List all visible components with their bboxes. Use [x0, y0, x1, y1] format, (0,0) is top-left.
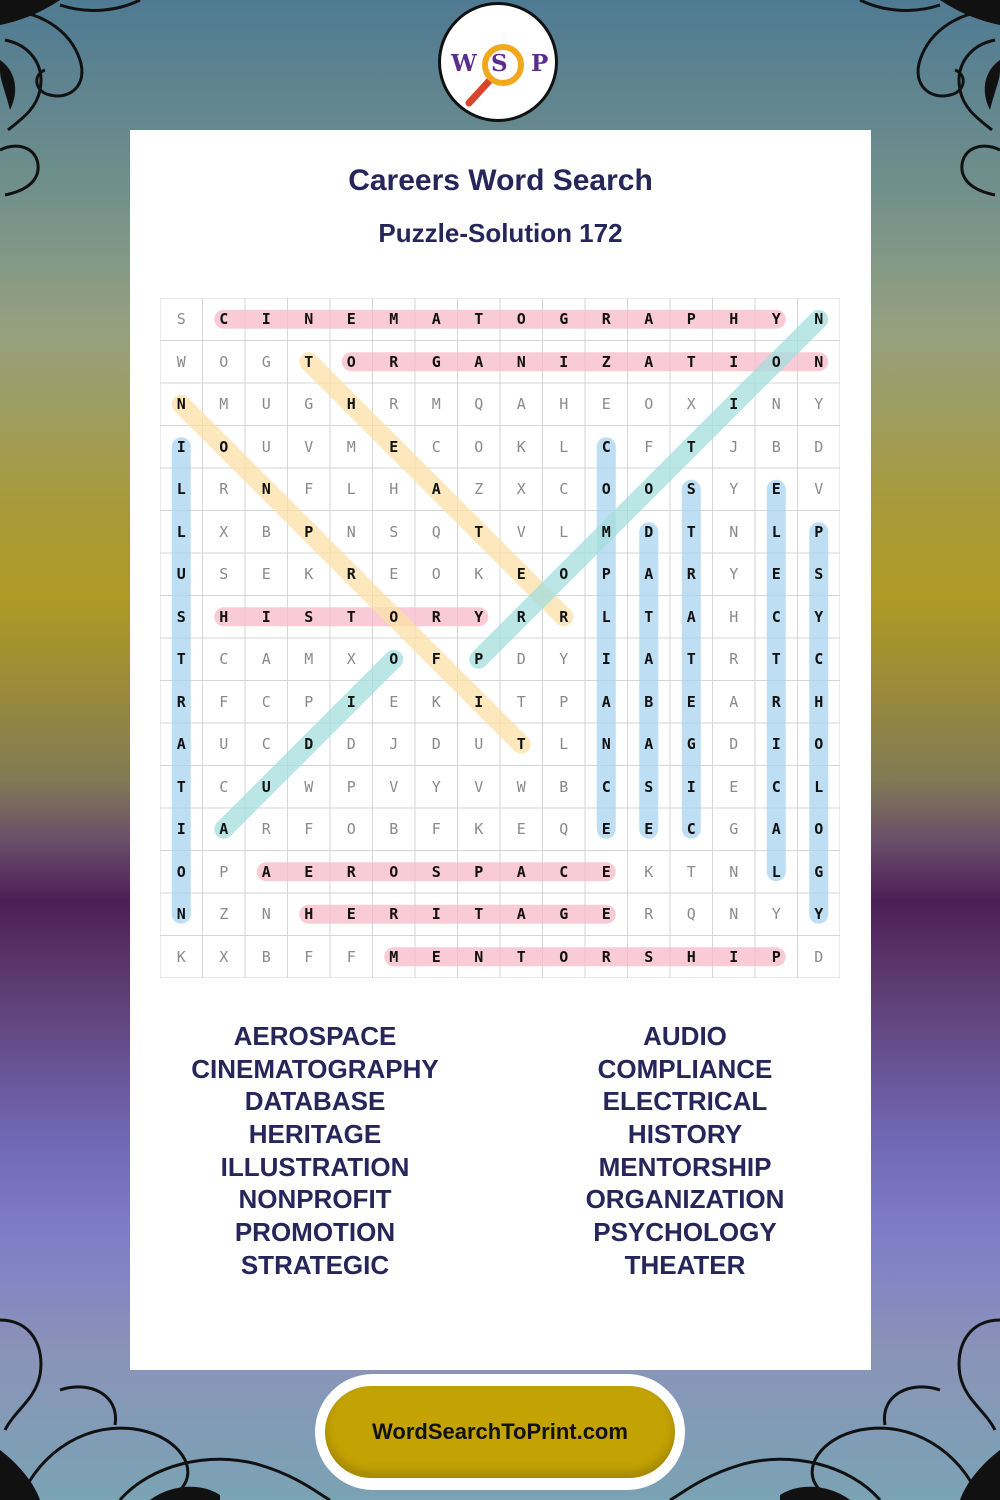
grid-cell[interactable]: H — [304, 905, 314, 924]
page-title: Careers Word Search — [348, 164, 653, 197]
grid-cell[interactable]: Y — [431, 777, 441, 796]
grid-cell[interactable]: O — [219, 352, 229, 371]
grid-cell[interactable]: O — [601, 480, 611, 499]
grid-cell[interactable]: R — [601, 310, 611, 329]
grid-cell[interactable]: Y — [771, 905, 781, 924]
grid-cell[interactable]: R — [219, 480, 229, 499]
grid-cell[interactable]: H — [729, 607, 739, 626]
grid-cell[interactable]: L — [559, 437, 569, 456]
grid-cell[interactable]: S — [176, 607, 186, 626]
page-subtitle: Puzzle-Solution 172 — [378, 218, 623, 248]
grid-cell[interactable]: M — [304, 650, 314, 669]
grid-cell[interactable]: L — [601, 607, 611, 626]
grid-cell[interactable]: W — [176, 352, 186, 371]
grid-cell[interactable]: E — [729, 777, 739, 796]
grid-cell[interactable]: P — [219, 862, 229, 881]
grid-cell[interactable]: E — [516, 565, 526, 584]
grid-cell[interactable]: M — [346, 437, 356, 456]
grid-cell[interactable]: O — [516, 310, 526, 329]
grid-cell[interactable]: S — [219, 565, 229, 584]
grid-cell[interactable]: O — [559, 565, 569, 584]
grid-cell[interactable]: R — [389, 395, 399, 414]
grid-cell[interactable]: H — [389, 480, 399, 499]
grid-cell[interactable]: S — [176, 310, 186, 329]
grid-cell[interactable]: D — [304, 735, 314, 754]
grid-cell[interactable]: P — [304, 522, 314, 541]
grid-cell[interactable]: E — [389, 437, 399, 456]
grid-cell[interactable]: I — [729, 947, 739, 966]
grid-cell[interactable]: X — [219, 947, 229, 966]
grid-cell[interactable]: X — [686, 395, 696, 414]
grid-cell[interactable]: C — [686, 820, 696, 839]
grid-cell[interactable]: K — [176, 947, 186, 966]
grid-cell[interactable]: S — [389, 522, 399, 541]
grid-cell[interactable]: T — [516, 947, 526, 966]
grid-cell[interactable]: L — [771, 862, 781, 881]
grid-cell[interactable]: A — [644, 565, 654, 584]
grid-cell[interactable]: I — [729, 352, 739, 371]
grid-cell[interactable]: I — [686, 777, 696, 796]
grid-cell[interactable]: Y — [814, 905, 824, 924]
grid-cell[interactable]: T — [686, 352, 696, 371]
grid-cell[interactable]: C — [559, 480, 569, 499]
word-list-item: COMPLIANCE — [597, 1053, 773, 1084]
grid-cell[interactable]: C — [601, 437, 611, 456]
logo-letter-s: S — [491, 50, 508, 77]
grid-cell[interactable]: R — [601, 947, 611, 966]
grid-cell[interactable]: C — [219, 650, 229, 669]
grid-cell[interactable]: O — [644, 480, 654, 499]
grid-cell[interactable]: O — [559, 947, 569, 966]
grid-cell[interactable]: Q — [686, 905, 696, 924]
grid-cell[interactable]: A — [644, 735, 654, 754]
grid-cell[interactable]: V — [516, 522, 526, 541]
grid-cell[interactable]: R — [516, 607, 526, 626]
logo-letter-p: P — [531, 50, 549, 77]
grid-cell[interactable]: R — [431, 607, 441, 626]
grid-cell[interactable]: I — [176, 820, 186, 839]
grid-cell[interactable]: B — [261, 947, 271, 966]
grid-cell[interactable]: O — [814, 735, 824, 754]
word-list-item: PROMOTION — [234, 1217, 396, 1248]
grid-cell[interactable]: V — [474, 777, 484, 796]
grid-cell[interactable]: O — [346, 352, 356, 371]
grid-cell[interactable]: A — [431, 480, 441, 499]
grid-cell[interactable]: C — [559, 862, 569, 881]
grid-cell[interactable]: E — [346, 310, 356, 329]
grid-cell[interactable]: F — [644, 437, 654, 456]
grid-cell[interactable]: T — [176, 777, 186, 796]
grid-cell[interactable]: O — [176, 862, 186, 881]
grid-cell[interactable]: O — [389, 862, 399, 881]
grid-cell[interactable]: G — [729, 820, 739, 839]
grid-cell[interactable]: E — [601, 395, 611, 414]
grid-cell[interactable]: M — [219, 395, 229, 414]
grid-cell[interactable]: T — [686, 650, 696, 669]
grid-cell[interactable]: A — [261, 862, 271, 881]
word-list-item: AEROSPACE — [233, 1021, 397, 1051]
grid-cell[interactable]: M — [601, 522, 611, 541]
grid-cell[interactable]: E — [304, 862, 314, 881]
grid-cell[interactable]: R — [346, 862, 356, 881]
grid-cell[interactable]: V — [389, 777, 399, 796]
grid-cell[interactable]: O — [389, 607, 399, 626]
grid-cell[interactable]: N — [516, 352, 526, 371]
word-list-item: ORGANIZATION — [585, 1184, 785, 1215]
grid-cell[interactable]: Y — [474, 607, 484, 626]
grid-cell[interactable]: D — [814, 437, 824, 456]
grid-cell[interactable]: K — [474, 820, 484, 839]
grid-cell[interactable]: O — [389, 650, 399, 669]
grid-cell[interactable]: Y — [771, 310, 781, 329]
word-list-item: AUDIO — [643, 1021, 727, 1051]
grid-cell[interactable]: C — [814, 650, 824, 669]
grid-cell[interactable]: Q — [474, 395, 484, 414]
grid-cell[interactable]: G — [559, 310, 569, 329]
grid-cell[interactable]: R — [176, 692, 186, 711]
grid-cell[interactable]: L — [176, 480, 186, 499]
grid-cell[interactable]: P — [814, 522, 824, 541]
grid-cell[interactable]: T — [771, 650, 781, 669]
grid-cell[interactable]: L — [814, 777, 824, 796]
grid-cell[interactable]: N — [304, 310, 314, 329]
grid-cell[interactable]: N — [814, 310, 824, 329]
grid-cell[interactable]: K — [304, 565, 314, 584]
grid-cell[interactable]: E — [601, 862, 611, 881]
grid-cell[interactable]: X — [219, 522, 229, 541]
grid-cell[interactable]: A — [431, 310, 441, 329]
grid-cell[interactable]: D — [729, 735, 739, 754]
puzzle-card — [130, 130, 871, 1370]
grid-cell[interactable]: O — [644, 395, 654, 414]
grid-cell[interactable]: N — [261, 905, 271, 924]
grid-cell[interactable]: C — [601, 777, 611, 796]
word-list-right — [500, 1020, 870, 1282]
grid-cell[interactable]: Y — [559, 650, 569, 669]
grid-cell[interactable]: X — [516, 480, 526, 499]
grid-cell[interactable]: N — [346, 522, 356, 541]
grid-cell[interactable]: F — [304, 820, 314, 839]
grid-cell[interactable]: T — [644, 607, 654, 626]
grid-cell[interactable]: P — [474, 650, 484, 669]
grid-cell[interactable]: B — [644, 692, 654, 711]
grid-cell[interactable]: A — [686, 607, 696, 626]
grid-cell[interactable]: P — [771, 947, 781, 966]
grid-cell[interactable]: F — [304, 947, 314, 966]
grid-cell[interactable]: H — [346, 395, 356, 414]
grid-cell[interactable]: Z — [601, 352, 611, 371]
grid-cell[interactable]: E — [261, 565, 271, 584]
grid-cell[interactable]: I — [431, 905, 441, 924]
grid-cell[interactable]: L — [346, 480, 356, 499]
grid-cell[interactable]: V — [304, 437, 314, 456]
grid-cell[interactable]: E — [686, 692, 696, 711]
grid-cell[interactable]: O — [474, 437, 484, 456]
grid-cell[interactable]: C — [431, 437, 441, 456]
grid-cell[interactable]: C — [261, 692, 271, 711]
word-list-item: HERITAGE — [248, 1119, 382, 1150]
grid-cell[interactable]: R — [686, 565, 696, 584]
wsp-logo[interactable] — [438, 2, 558, 122]
grid-cell[interactable]: N — [601, 735, 611, 754]
grid-cell[interactable]: D — [644, 522, 654, 541]
grid-cell[interactable]: D — [346, 735, 356, 754]
grid-cell[interactable]: X — [346, 650, 356, 669]
grid-cell[interactable]: R — [389, 352, 399, 371]
grid-cell[interactable]: F — [219, 692, 229, 711]
grid-cell[interactable]: G — [304, 395, 314, 414]
grid-cell[interactable]: A — [771, 820, 781, 839]
grid-cell[interactable]: G — [814, 862, 824, 881]
grid-cell[interactable]: S — [814, 565, 824, 584]
grid-cell[interactable]: H — [559, 395, 569, 414]
grid-cell[interactable]: E — [771, 565, 781, 584]
site-link-label: WordSearchToPrint.com — [372, 1419, 628, 1444]
grid-cell[interactable]: O — [771, 352, 781, 371]
word-list-item: NONPROFIT — [238, 1184, 392, 1215]
grid-cell[interactable]: E — [431, 947, 441, 966]
grid-cell[interactable]: S — [644, 947, 654, 966]
grid-cell[interactable]: D — [431, 735, 441, 754]
word-list-left — [130, 1020, 500, 1282]
grid-cell[interactable]: U — [176, 565, 186, 584]
grid-cell[interactable]: T — [686, 522, 696, 541]
grid-cell[interactable]: H — [814, 692, 824, 711]
grid-cell[interactable]: R — [559, 607, 569, 626]
grid-cell[interactable]: Y — [729, 565, 739, 584]
grid-cell[interactable]: T — [176, 650, 186, 669]
grid-cell[interactable]: N — [729, 522, 739, 541]
grid-cell[interactable]: A — [176, 735, 186, 754]
grid-cell[interactable]: C — [771, 607, 781, 626]
grid-cell[interactable]: E — [389, 565, 399, 584]
grid-cell[interactable]: W — [516, 777, 526, 796]
site-badge — [315, 1374, 685, 1490]
grid-cell[interactable]: T — [346, 607, 356, 626]
grid-cell[interactable]: E — [346, 905, 356, 924]
corner-ornament-top-left — [0, 0, 150, 200]
grid-cell[interactable]: H — [219, 607, 229, 626]
grid-cell[interactable]: P — [304, 692, 314, 711]
word-search-grid — [160, 298, 840, 978]
grid-cell[interactable]: K — [516, 437, 526, 456]
grid-cell[interactable]: M — [431, 395, 441, 414]
grid-cell[interactable]: E — [601, 905, 611, 924]
word-list-item: MENTORSHIP — [598, 1151, 772, 1182]
grid-cell[interactable]: G — [686, 735, 696, 754]
grid-cell[interactable]: B — [389, 820, 399, 839]
grid-cell[interactable]: C — [771, 777, 781, 796]
grid-cell[interactable]: R — [261, 820, 271, 839]
grid-cell[interactable]: I — [601, 650, 611, 669]
grid-cell[interactable]: P — [346, 777, 356, 796]
grid-cell[interactable]: A — [219, 820, 229, 839]
grid-cell[interactable]: G — [431, 352, 441, 371]
word-list-item: STRATEGIC — [240, 1249, 390, 1280]
grid-cell[interactable]: P — [601, 565, 611, 584]
grid-cell[interactable]: A — [601, 692, 611, 711]
grid-cell[interactable]: K — [644, 862, 654, 881]
grid-cell[interactable]: E — [644, 820, 654, 839]
grid-cell[interactable]: O — [431, 565, 441, 584]
grid-cell[interactable]: T — [686, 437, 696, 456]
grid-cell[interactable]: I — [346, 692, 356, 711]
grid-cell[interactable]: L — [559, 522, 569, 541]
grid-cell[interactable]: S — [431, 862, 441, 881]
grid-cell[interactable]: F — [304, 480, 314, 499]
grid-cell[interactable]: N — [261, 480, 271, 499]
grid-cell[interactable]: E — [389, 692, 399, 711]
grid-cell[interactable]: O — [814, 820, 824, 839]
grid-cell[interactable]: P — [686, 310, 696, 329]
grid-cell[interactable]: C — [261, 735, 271, 754]
grid-cell[interactable]: P — [474, 862, 484, 881]
grid-cell[interactable]: B — [261, 522, 271, 541]
word-list-item: HISTORY — [627, 1119, 743, 1150]
grid-cell[interactable]: P — [559, 692, 569, 711]
logo-letter-w: W — [451, 50, 477, 77]
grid-cell[interactable]: U — [261, 395, 271, 414]
grid-cell[interactable]: N — [729, 862, 739, 881]
grid-cell[interactable]: R — [729, 650, 739, 669]
grid-cell[interactable]: N — [729, 905, 739, 924]
grid-cell[interactable]: T — [304, 352, 314, 371]
grid-cell[interactable]: A — [516, 862, 526, 881]
grid-cell[interactable]: N — [814, 352, 824, 371]
grid-cell[interactable]: B — [771, 437, 781, 456]
word-list-item: PSYCHOLOGY — [593, 1217, 777, 1248]
grid-cell[interactable]: C — [219, 310, 229, 329]
grid-cell[interactable]: A — [644, 352, 654, 371]
grid-cell[interactable]: B — [559, 777, 569, 796]
grid-cell[interactable]: U — [219, 735, 229, 754]
grid-cell[interactable]: L — [771, 522, 781, 541]
grid-cell[interactable]: S — [686, 480, 696, 499]
grid-cell[interactable]: R — [346, 565, 356, 584]
grid-cell[interactable]: E — [601, 820, 611, 839]
grid-cell[interactable]: I — [771, 735, 781, 754]
grid-cell[interactable]: T — [516, 735, 526, 754]
grid-cell[interactable]: T — [474, 905, 484, 924]
grid-cell[interactable]: W — [304, 777, 314, 796]
grid-cell[interactable]: H — [729, 310, 739, 329]
grid-cell[interactable]: U — [261, 777, 271, 796]
grid-cell[interactable]: Y — [814, 607, 824, 626]
grid-cell[interactable]: N — [176, 395, 186, 414]
grid-cell[interactable]: A — [474, 352, 484, 371]
grid-cell[interactable]: E — [771, 480, 781, 499]
grid-cell[interactable]: N — [176, 905, 186, 924]
grid-cell[interactable]: S — [644, 777, 654, 796]
grid-cell[interactable]: Q — [431, 522, 441, 541]
grid-cell[interactable]: R — [389, 905, 399, 924]
grid-cell[interactable]: N — [474, 947, 484, 966]
grid-cell[interactable]: T — [686, 862, 696, 881]
word-list-item: CINEMATOGRAPHY — [191, 1053, 439, 1084]
grid-cell[interactable]: F — [431, 820, 441, 839]
grid-cell[interactable]: T — [516, 692, 526, 711]
grid-cell[interactable]: U — [261, 437, 271, 456]
grid-cell[interactable]: R — [771, 692, 781, 711]
grid-cell[interactable]: J — [389, 735, 399, 754]
grid-cell[interactable]: D — [814, 947, 824, 966]
grid-cell[interactable]: L — [559, 735, 569, 754]
grid-cell[interactable]: F — [431, 650, 441, 669]
word-list-item: THEATER — [624, 1249, 746, 1280]
grid-cell[interactable]: F — [346, 947, 356, 966]
grid-cell[interactable]: O — [219, 437, 229, 456]
corner-ornament-top-right — [850, 0, 1000, 200]
grid-cell[interactable]: M — [389, 310, 399, 329]
grid-cell[interactable]: I — [261, 607, 271, 626]
grid-cell[interactable]: S — [304, 607, 314, 626]
grid-cell[interactable]: K — [431, 692, 441, 711]
grid-cell[interactable]: D — [516, 650, 526, 669]
grid-cell[interactable]: Y — [729, 480, 739, 499]
grid-cell[interactable]: A — [729, 692, 739, 711]
word-list-item: ELECTRICAL — [602, 1086, 768, 1117]
grid-cell[interactable]: Y — [814, 395, 824, 414]
grid-cell[interactable]: I — [176, 437, 186, 456]
grid-cell[interactable]: I — [474, 692, 484, 711]
grid-cell[interactable]: M — [389, 947, 399, 966]
grid-cell[interactable]: G — [261, 352, 271, 371]
grid-cell[interactable]: Z — [474, 480, 484, 499]
grid-cell[interactable]: N — [771, 395, 781, 414]
grid-cell[interactable]: V — [814, 480, 824, 499]
site-link-button[interactable] — [325, 1386, 675, 1478]
word-list-item: DATABASE — [244, 1086, 386, 1117]
grid-cell[interactable]: I — [559, 352, 569, 371]
grid-cell[interactable]: T — [474, 522, 484, 541]
grid-cell[interactable]: G — [559, 905, 569, 924]
grid-cell[interactable]: A — [516, 905, 526, 924]
grid-cell[interactable]: A — [644, 650, 654, 669]
grid-cell[interactable]: T — [474, 310, 484, 329]
grid-cell[interactable]: H — [686, 947, 696, 966]
grid-cell[interactable]: Z — [219, 905, 229, 924]
grid-cell[interactable]: J — [729, 437, 739, 456]
grid-cell[interactable]: I — [729, 395, 739, 414]
word-list-item: ILLUSTRATION — [220, 1151, 410, 1182]
grid-cell[interactable]: I — [261, 310, 271, 329]
grid-cell[interactable]: R — [644, 905, 654, 924]
grid-cell[interactable]: L — [176, 522, 186, 541]
grid-cell[interactable]: E — [516, 820, 526, 839]
grid-cell[interactable]: U — [474, 735, 484, 754]
grid-cell[interactable]: A — [644, 310, 654, 329]
grid-cell[interactable]: K — [474, 565, 484, 584]
grid-cell[interactable]: Q — [559, 820, 569, 839]
grid-cell[interactable]: A — [516, 395, 526, 414]
grid-cell[interactable]: A — [261, 650, 271, 669]
grid-cell[interactable]: O — [346, 820, 356, 839]
grid-cell[interactable]: C — [219, 777, 229, 796]
